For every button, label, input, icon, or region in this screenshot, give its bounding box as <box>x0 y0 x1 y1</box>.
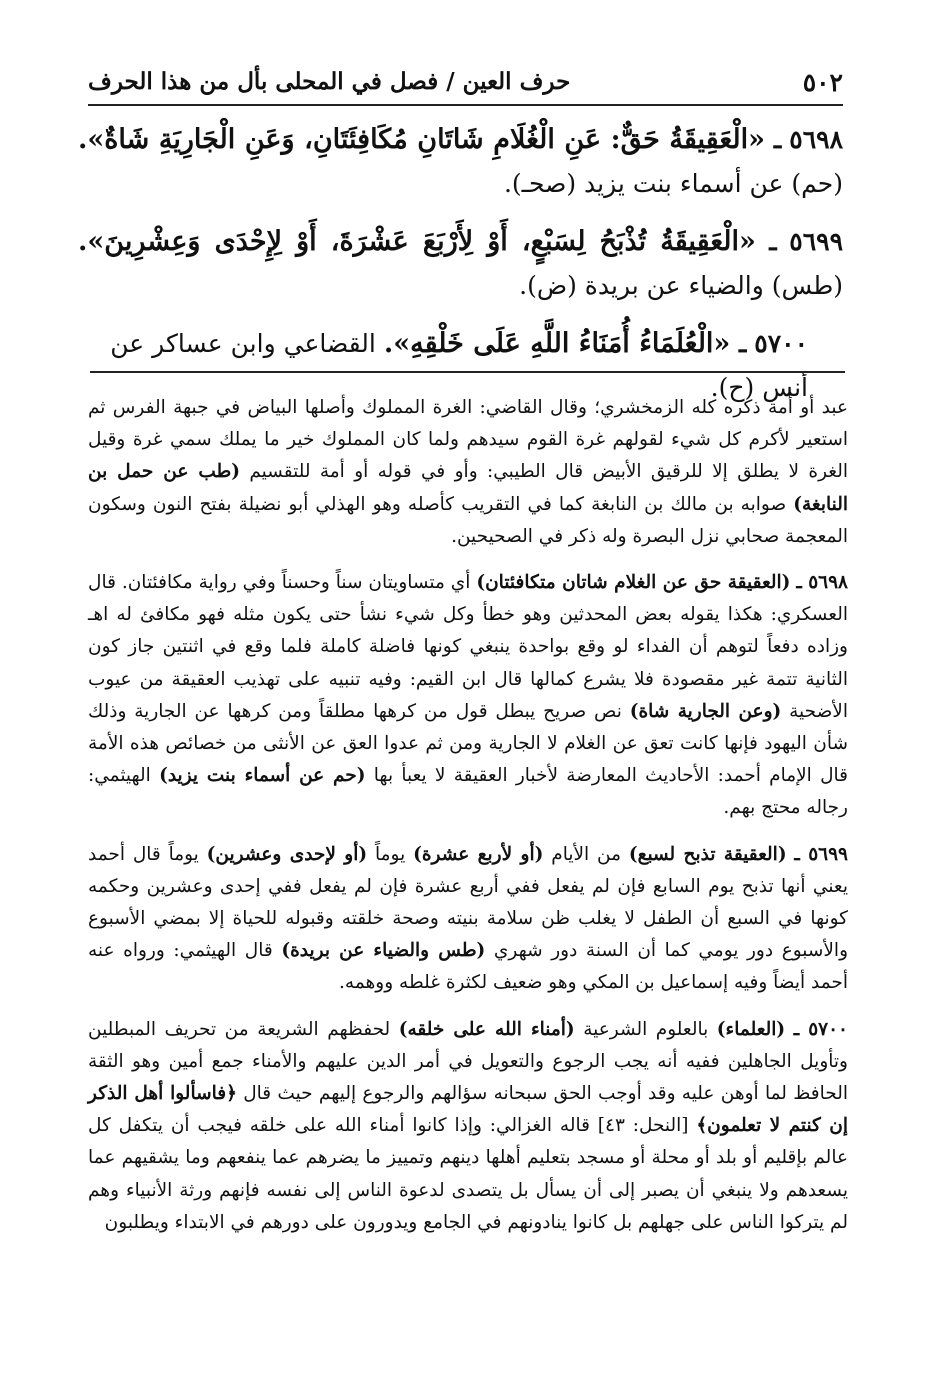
quoted-text: (أمناء الله على خلقه) <box>398 1018 575 1040</box>
quoted-text: (وعن الجارية شاة) <box>629 700 782 722</box>
source-reference: (طس والضياء عن بريدة) <box>281 940 486 962</box>
entry-number: ٥٦٩٨ ـ <box>796 572 848 594</box>
hadith-source: (طس) والضياء عن بريدة (ض). <box>519 271 843 300</box>
quoted-text: (العقيقة حق عن الغلام شاتان متكافئتان) <box>476 572 791 594</box>
hadith-entry: ٥٧٠٠ ـ «الْعُلَمَاءُ أُمَنَاءُ اللَّهِ عَلَى خَلْقِهِ». القضاعي وابن عساكر عن أنس (ح). <box>110 328 808 402</box>
page-number: ٥٠٢ <box>802 68 843 97</box>
source-reference: (حم عن أسماء بنت يزيد) <box>159 765 366 787</box>
commentary-paragraph: ٥٦٩٩ ـ (العقيقة تذبح لسبع) من الأيام (أو لأربع عشرة) يوماً (أو لإحدى وعشرين) يوماً قال أحمد يعني أنها تذبح يوم السابع فإن لم يفعل ففي أربع عشرة فإن لم يفعل ففي إحدى وعشرين وحكمه كونها في السبع أن الطفل لا يغلب ظن سلامة بنيته وصحة خلقته وقبوله للحياة إلا بمضي الأسبوع والأسبوع دور يومي كما أن السنة دور شهري (طس والضياء عن بريدة) قال الهيثمي: ورواه عنه أحمد أيضاً وفيه إسماعيل بن المكي وهو ضعيف لكثرة غلطه ووهمه. <box>88 843 849 994</box>
entry-number: ٥٧٠٠ ـ <box>793 1018 848 1040</box>
hadith-entry: ٥٦٩٩ ـ «الْعَقِيقَةُ تُذْبَحُ لِسَبْعٍ، أَوْ لِأَرْبَعَ عَشْرَةَ، أَوْ لِإِحْدَى وَعِشْرِينَ». (طس) والضياء عن بريدة (ض). <box>78 226 844 300</box>
hadith-number: ٥٦٩٩ <box>789 227 844 256</box>
hadith-number: ٥٧٠٠ <box>754 329 808 358</box>
quoted-text: (العلماء) <box>716 1018 786 1040</box>
hadith-source: (حم) عن أسماء بنت يزيد (صحـ). <box>503 169 843 198</box>
quoted-text: (أو لأربع عشرة) <box>413 843 544 865</box>
running-title: حرف العين / فصل في المحلى بأل من هذا الحرف <box>88 68 571 95</box>
page-header <box>88 60 843 106</box>
hadith-text: «الْعَقِيقَةُ حَقٌّ: عَنِ الْغُلَامِ شَاتَانِ مُكَافِئَتَانِ، وَعَنِ الْجَارِيَةِ شَاةٌ». <box>78 124 765 155</box>
hadith-entry: ٥٦٩٨ ـ «الْعَقِيقَةُ حَقٌّ: عَنِ الْغُلَامِ شَاتَانِ مُكَافِئَتَانِ، وَعَنِ الْجَارِيَةِ شَاةٌ». (حم) عن أسماء بنت يزيد (صحـ). <box>78 124 843 198</box>
hadith-source: القضاعي وابن عساكر عن أنس (ح). <box>110 329 808 402</box>
commentary-paragraph: عبد أو أمة ذكره كله الزمخشري؛ وقال القاضي: الغرة المملوك وأصلها البياض في جبهة الفرس ثم استعير لأكرم كل شيء لقولهم غرة القوم سيدهم ولما كان المملوك خير ما يملك سمي غرة وقيل الغرة لا يطلق إلا للرقيق الأبيض قال الطيبي: وأو في قوله أو أمة للتقسيم (طب عن حمل بن النابغة) صوابه بن مالك بن النابغة كما في التقريب كأصله وهو الهذلي أبو نضيلة بفتح النون وسكون المعجمة صحابي نزل البصرة وله ذكر في الصحيحين. <box>88 397 848 547</box>
hadith-list <box>78 118 843 424</box>
quran-quote: ﴿فاسألوا أهل الذكر إن كنتم لا تعلمون﴾ <box>88 1083 848 1137</box>
commentary-paragraph: ٥٦٩٨ ـ (العقيقة حق عن الغلام شاتان متكافئتان) أي متساويتان سناً وحسناً وفي رواية مكافئتان. قال العسكري: هكذا يقوله بعض المحدثين وهو خطأ وكل شيء نشأ حتى يكون مثله فهو مكافئ له اهـ وزاده دفعاً لتوهم أن الفداء لو وقع بواحدة ينبغي كونها فاضلة كاملة فلما وقع في اثنتين جاز كون الثانية تتمة غير مقصودة فلا يشرع كمالها قال ابن القيم: وفيه تنبيه على تهذيب العقيقة من عيوب الأضحية (وعن الجارية شاة) نص صريح يبطل قول من كرهها مطلقاً ومن كرهها عن الجارية وذلك شأن اليهود فإنها كانت تعق عن الغلام لا الجارية ومن ثم عدوا العق عن الأنثى من خصائص هذه الأمة قال الإمام أحمد: الأحاديث المعارضة لأخبار العقيقة لا يعبأ بها (حم عن أسماء بنت يزيد) الهيثمي: رجاله محتج بهم. <box>88 572 848 819</box>
hadith-number: ٥٦٩٨ <box>789 125 843 154</box>
hadith-text: «الْعَقِيقَةُ تُذْبَحُ لِسَبْعٍ، أَوْ لِأَرْبَعَ عَشْرَةَ، أَوْ لِإِحْدَى وَعِشْرِينَ». <box>78 226 756 257</box>
commentary <box>88 392 848 1247</box>
footnote-divider <box>90 371 845 373</box>
quoted-text: (العقيقة تذبح لسبع) <box>628 843 787 865</box>
commentary-paragraph: ٥٧٠٠ ـ (العلماء) بالعلوم الشرعية (أمناء الله على خلقه) لحفظهم الشريعة من تحريف المبطلين وتأويل الجاهلين ففيه أنه يجب الرجوع والتعويل في أمر الدين عليهم والأمناء جمع أمين وهو الثقة الحافظ لما أوهن عليه وقد أوجب الحق سبحانه سؤالهم والرجوع إليهم حيث قال ﴿فاسألوا أهل الذكر إن كنتم لا تعلمون﴾ [النحل: ٤٣] قاله الغزالي: وإذا كانوا أمناء الله على خلقه فيجب أن يتكفل كل عالم بإقليم أو بلد أو محلة أو مسجد بتعليم أهلها دينهم وتمييز ما يضرهم عما ينفعهم وما يشقيهم عما يسعدهم ولا ينبغي أن يصبر إلى أن يسأل بل يتصدى لدعوة الناس إلى نفسه فإنهم ورثة الأنبياء وهم لم يتركوا الناس على جهلهم بل كانوا ينادونهم في الجامع ويدورون على دورهم في الابتداء ويطلبون <box>88 1018 848 1233</box>
hadith-text: «الْعُلَمَاءُ أُمَنَاءُ اللَّهِ عَلَى خَلْقِهِ». <box>383 328 731 359</box>
quoted-text: (أو لإحدى وعشرين) <box>206 843 368 865</box>
entry-number: ٥٦٩٩ ـ <box>794 843 848 865</box>
source-reference: (طب عن حمل بن النابغة) <box>88 461 848 515</box>
